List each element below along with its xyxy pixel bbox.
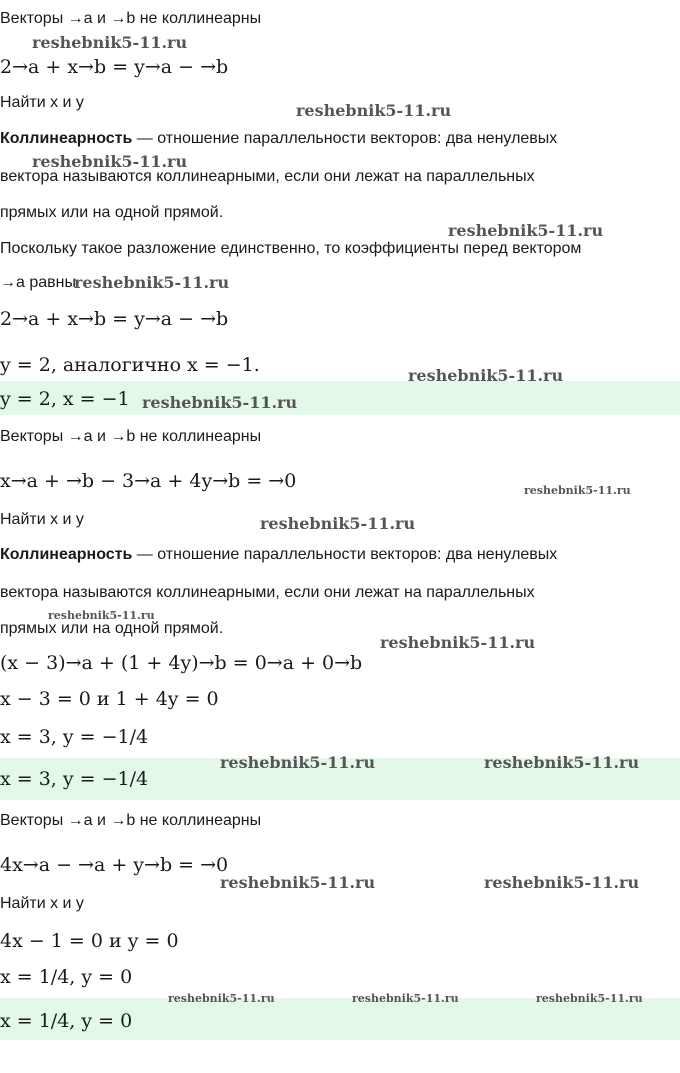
watermark: reshebnik5-11.ru [260, 514, 416, 533]
definition-text: — отношение параллельности векторов: два ненулевых [132, 546, 558, 563]
solution-step: x = 1/4, y = 0 [0, 966, 133, 988]
equation: x→a + →b − 3→a + 4y→b = →0 [0, 470, 297, 492]
solution-step: (x − 3)→a + (1 + 4y)→b = 0→a + 0→b [0, 652, 363, 674]
definition-term: Коллинеарность [0, 546, 133, 563]
find-text: Найти x и y [0, 895, 84, 912]
watermark: reshebnik5-11.ru [408, 366, 564, 385]
condition-text: Векторы →a и →b не коллинеарны [0, 428, 262, 445]
definition-text: — отношение параллельности векторов: два ненулевых [132, 130, 558, 147]
watermark: reshebnik5-11.ru [220, 753, 376, 772]
solution-step: x = 3, y = −1/4 [0, 726, 149, 748]
find-text: Найти x и y [0, 94, 84, 111]
watermark: reshebnik5-11.ru [220, 873, 376, 892]
find-text: Найти x и y [0, 511, 84, 528]
answer-text: y = 2, x = −1 [0, 388, 130, 410]
watermark: reshebnik5-11.ru [32, 33, 188, 52]
watermark: reshebnik5-11.ru [32, 152, 188, 171]
definition-line-2: вектора называются коллинеарными, если они лежат на параллельных [0, 584, 535, 601]
reason-line: Поскольку такое разложение единственно, то коэффициенты перед вектором [0, 240, 582, 257]
condition-text: Векторы →a и →b не коллинеарны [0, 812, 262, 829]
equation: 2→a + x→b = y→a − →b [0, 308, 229, 330]
condition-text: Векторы →a и →b не коллинеарны [0, 10, 262, 27]
watermark: reshebnik5-11.ru [74, 273, 230, 292]
solution-step: 4x − 1 = 0 и y = 0 [0, 930, 179, 952]
watermark: reshebnik5-11.ru [484, 873, 640, 892]
reason-line-2: →a равны [0, 274, 76, 291]
solution-step: x − 3 = 0 и 1 + 4y = 0 [0, 688, 219, 710]
watermark: reshebnik5-11.ru [296, 101, 452, 120]
equation: 2→a + x→b = y→a − →b [0, 56, 229, 78]
equation: 4x→a − →a + y→b = →0 [0, 854, 229, 876]
definition-line-3: прямых или на одной прямой. [0, 620, 224, 637]
definition-line-2: вектора называются коллинеарными, если они лежат на параллельных [0, 168, 535, 185]
watermark: reshebnik5-11.ru [142, 393, 298, 412]
answer-text: x = 3, y = −1/4 [0, 768, 149, 790]
watermark: reshebnik5-11.ru [48, 609, 155, 622]
definition-line-3: прямых или на одной прямой. [0, 204, 224, 221]
definition-term: Коллинеарность [0, 130, 133, 147]
watermark: reshebnik5-11.ru [484, 753, 640, 772]
definition-line [0, 130, 680, 148]
watermark: reshebnik5-11.ru [352, 992, 459, 1005]
answer-text: x = 1/4, y = 0 [0, 1010, 133, 1032]
watermark: reshebnik5-11.ru [448, 221, 604, 240]
watermark: reshebnik5-11.ru [168, 992, 275, 1005]
watermark: reshebnik5-11.ru [380, 633, 536, 652]
solution-step: y = 2, аналогично x = −1. [0, 354, 260, 376]
watermark: reshebnik5-11.ru [524, 484, 631, 497]
watermark: reshebnik5-11.ru [536, 992, 643, 1005]
definition-line [0, 546, 680, 564]
